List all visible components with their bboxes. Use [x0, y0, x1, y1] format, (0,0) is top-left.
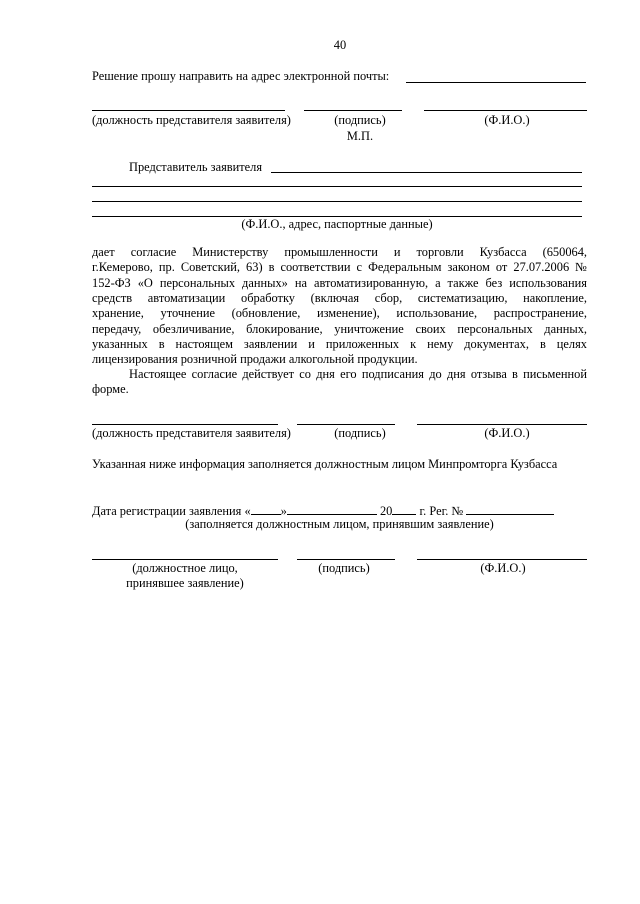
name-caption-1: (Ф.И.О.): [484, 113, 530, 127]
position-line-2[interactable]: [92, 424, 278, 425]
email-input-line[interactable]: [406, 82, 586, 83]
representative-label: Представитель заявителя: [129, 160, 263, 174]
signature-caption-2: (подпись): [334, 426, 386, 440]
position-caption-1: (должность представителя заявителя): [92, 113, 291, 127]
signature-line-1[interactable]: [304, 110, 402, 111]
registration-date-label: Дата регистрации заявления «: [92, 504, 251, 518]
consent-last-line: лицензирования розничной продажи алкогольной продукции.: [92, 352, 418, 366]
name-line-1[interactable]: [424, 110, 587, 111]
registration-number-label: г. Рег. №: [419, 504, 464, 518]
registration-month-field[interactable]: [287, 502, 377, 515]
registration-year-prefix: 20: [379, 504, 393, 518]
official-position-line[interactable]: [92, 559, 278, 560]
representative-line-1[interactable]: [271, 172, 582, 173]
email-request-label: Решение прошу направить на адрес электронной почты:: [92, 69, 390, 83]
official-position-caption-2: принявшее заявление): [126, 576, 244, 590]
official-note: Указанная ниже информация заполняется должностным лицом Минпромторга Кузбасса: [92, 457, 558, 471]
consent-line: г.Кемерово, пр. Советский, 63) в соответствии с Федеральным законом от 27.07.2006 №: [92, 260, 587, 274]
official-name-caption: (Ф.И.О.): [480, 561, 526, 575]
name-line-2[interactable]: [417, 424, 587, 425]
representative-line-3[interactable]: [92, 201, 582, 202]
consent-line: указанных в настоящем заявлении и приложенных к нему документах, в целях: [92, 337, 587, 351]
registration-year-field[interactable]: [392, 502, 416, 515]
validity-line-2: форме.: [92, 382, 129, 396]
position-line-1[interactable]: [92, 110, 285, 111]
signature-caption-1: (подпись): [334, 113, 386, 127]
page-number: 40: [333, 38, 347, 52]
official-signature-line[interactable]: [297, 559, 395, 560]
stamp-label: М.П.: [346, 129, 374, 143]
signature-line-2[interactable]: [297, 424, 395, 425]
registration-number-field[interactable]: [466, 502, 554, 515]
registration-caption: (заполняется должностным лицом, принявшим заявление): [185, 517, 494, 531]
official-name-line[interactable]: [417, 559, 587, 560]
consent-line: дает согласие Министерству промышленности и торговли Кузбасса (650064,: [92, 245, 587, 259]
validity-line-1: Настоящее согласие действует со дня его подписания до дня отзыва в письменной: [129, 367, 587, 381]
consent-line: средств автоматизации обработку (включая сбор, систематизацию, накопление,: [92, 291, 587, 305]
official-position-caption-1: (должностное лицо,: [132, 561, 238, 575]
name-caption-2: (Ф.И.О.): [484, 426, 530, 440]
registration-quote-close: »: [280, 504, 287, 518]
consent-line: передачу, обезличивание, блокирование, уничтожение своих персональных данных,: [92, 322, 587, 336]
representative-caption: (Ф.И.О., адрес, паспортные данные): [241, 217, 433, 231]
representative-line-2[interactable]: [92, 186, 582, 187]
position-caption-2: (должность представителя заявителя): [92, 426, 291, 440]
consent-line: хранение, уточнение (обновление, изменение), использование, распространение,: [92, 306, 587, 320]
consent-line: 152-ФЗ «О персональных данных» на автоматизированную, а также без использования: [92, 276, 587, 290]
registration-day-field[interactable]: [251, 502, 281, 515]
official-signature-caption: (подпись): [318, 561, 370, 575]
